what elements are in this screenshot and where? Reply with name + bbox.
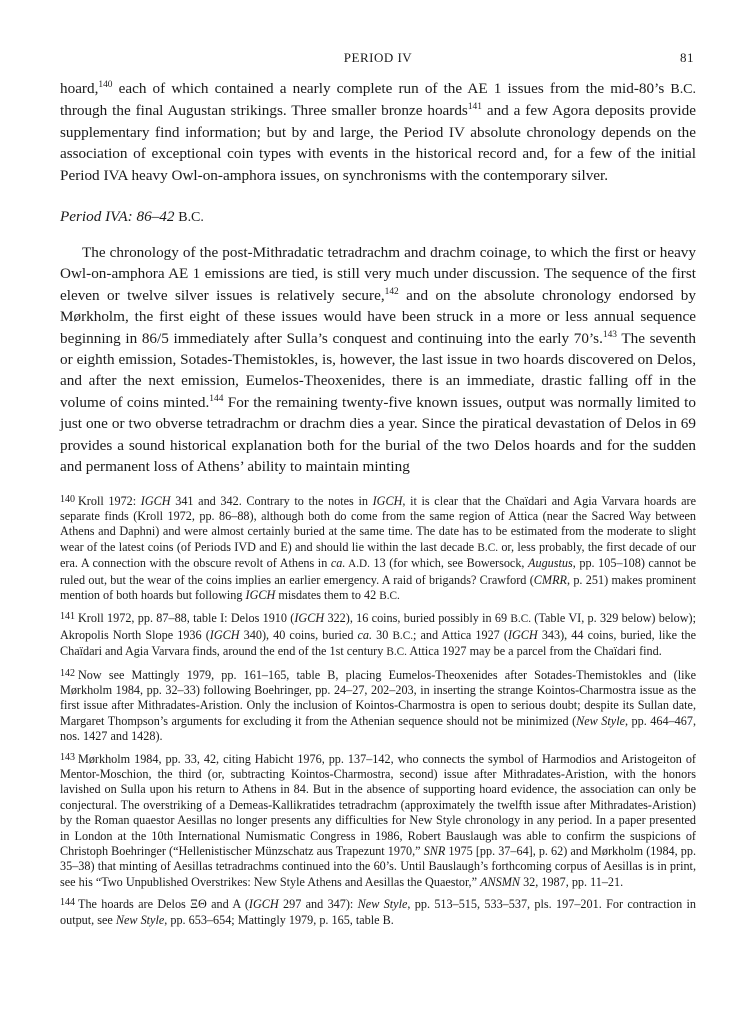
page	[60, 50, 696, 933]
footnote-142: $^{142}$ Now see Mattingly 1979, pp. 161–165, table B, placing Eumelos-Theoxenides after Sotades-Themistokles and (like Mørkholm 1984, pp. 32–33) following Boehringer, pp. 24–27, 202–203, in inserting the strange Kointos-Charmostra issue as the first issue after Mithradates-Aristion. Only the inclusion of Kointos-Charmostra is open to serious doubt; despite its Sullan date, Margaret Thompson’s arguments for excluding it from the Athenian sequence should not be minimized (New Style, pp. 464–467, nos. 1427 and 1428).	[60, 667, 696, 744]
footnote-ref-144[interactable]: 144	[209, 393, 224, 404]
footnote-ref-143[interactable]: 143	[602, 329, 617, 340]
footnote-141: $^{141}$ Kroll 1972, pp. 87–88, table I: Delos 1910 (IGCH 322), 16 coins, buried possibly in 69 B.C. (Table VI, p. 329 below) below); Akropolis North Slope 1936 (IGCH 340), 40 coins, buried ca. 30 B.C.; and Attica 1927 (IGCH 343), 44 coins, buried, like the Chaïdari and Agia Varvara finds, around the end of the 1st century B.C. Attica 1927 may be a parcel from the Chaïdari find.	[60, 611, 696, 659]
paragraph-2: The chronology of the post-Mithradatic tetradrachm and drachm coinage, to which the first or heavy Owl-on-amphora AE 1 emissions are tied, is still very much under discussion. The sequence of the first eleven or twelve silver issues is relatively secure,$^{142}$ and on the absolute chronology endorsed by Mørkholm, the first eight of these issues would have been struck in a more or less annual sequence beginning in 86/5 immediately after Sulla’s conquest and continuing into the early 70’s.$^{143}$ The seventh or eighth emission, Sotades-Themistokles, is, however, the last issue in two hoards discovered on Delos, and after the next emission, Eumelos-Theoxenides, there is an immediate, drastic falling off in the volume of coins minted.$^{144}$ For the remaining twenty-five known issues, output was normally limited to just one or two obverse tetradrachm or drachm dies a year. Since the piratical devastation of Delos in 69 provides a sound historical explanation both for the burial of the two Delos hoards and for the sudden and permanent loss of Athens’ ability to maintain minting	[60, 244, 696, 476]
footnote-ref-140[interactable]: 140	[98, 79, 113, 90]
running-title: PERIOD IV	[343, 50, 413, 65]
footnote-140: $^{140}$ Kroll 1972: IGCH 341 and 342. Contrary to the notes in IGCH, it is clear that the Chaïdari and Agia Varvara hoards are separate finds (Kroll 1972, pp. 86–88), although both do come from the same region of Attica (near the Sacred Way between Athens and Daphni) and were almost certainly buried at the same time. The date has to be estimated from the moderate to slight wear of the latest coins (of Periods IVD and E) and should lie within the last decade B.C. or, less probably, the first decade of our era. A connection with the obscure revolt of Athens in ca. A.D. 13 (for which, see Bowersock, Augustus, pp. 105–108) cannot be ruled out, but the wear of the coins implies an earlier emergency. A raid of brigands? Crawford (CMRR, p. 251) makes prominent mention of both hoards but following IGCH misdates them to 42 B.C.	[60, 493, 697, 602]
page-number: 81	[680, 50, 694, 65]
section-heading: Period IVA: 86–42 B.C.	[60, 208, 204, 226]
running-header	[60, 50, 696, 70]
footnote-143: $^{143}$ Mørkholm 1984, pp. 33, 42, citing Habicht 1976, pp. 137–142, who connects the symbol of Harmodios and Aristogeiton of Mentor-Moschion, the third (or, subtracting Kointos-Charmostra, second) issue after Mithradates-Aristion, with the honors lavished on Sulla upon his return to Athens in 84. But in the absence of supporting hoard evidence, the association can only be conjectural. The overstriking of a Demeas-Kallikratides tetradrachm (approximately the twelfth issue after Mithradates-Aristion) by the Roman quaestor Aesillas no longer presents any difficulties for New Style chronology in any period. In a paper presented in London at the 10th International Numismatic Congress in 1986, Robert Bauslaugh was able to confirm the suspicions of Christoph Boehringer (“Hellenistischer Münzschatz aus Trapezunt 1970,” SNR 1975 [pp. 37–64], p. 62) and Mørkholm (1984, pp. 35–38) that minting of Aesillas tetradrachms continued into the 60’s. Until Bauslaugh’s forthcoming corpus of Aesillas is in print, see his “Two Unpublished Overstrikes: New Style Athens and Aesillas the Quaestor,” ANSMN 32, 1987, pp. 11–21.	[60, 751, 697, 889]
paragraph-1: hoard,$^{140}$ each of which contained a nearly complete run of the AE 1 issues from the mid-80’s B.C. through the final Augustan strikings. Three smaller bronze hoards$^{141}$ and a few Agora deposits provide supplementary find information; but by and large, the Period IV absolute chronology depends on the association of exceptional coin types with events in the historical record and, for a few of the initial Period IVA heavy Owl-on-amphora issues, on synchronisms with the contemporary silver.	[60, 79, 696, 184]
footnotes	[60, 492, 696, 929]
footnote-ref-141[interactable]: 141	[467, 102, 482, 113]
footnote-ref-142[interactable]: 142	[384, 286, 399, 297]
body-text	[60, 78, 696, 478]
footnote-144: $^{144}$ The hoards are Delos ΞΘ and A (IGCH 297 and 347): New Style, pp. 513–515, 533–537, pls. 197–201. For contraction in output, see New Style, pp. 653–654; Mattingly 1979, p. 165, table B.	[60, 897, 696, 927]
